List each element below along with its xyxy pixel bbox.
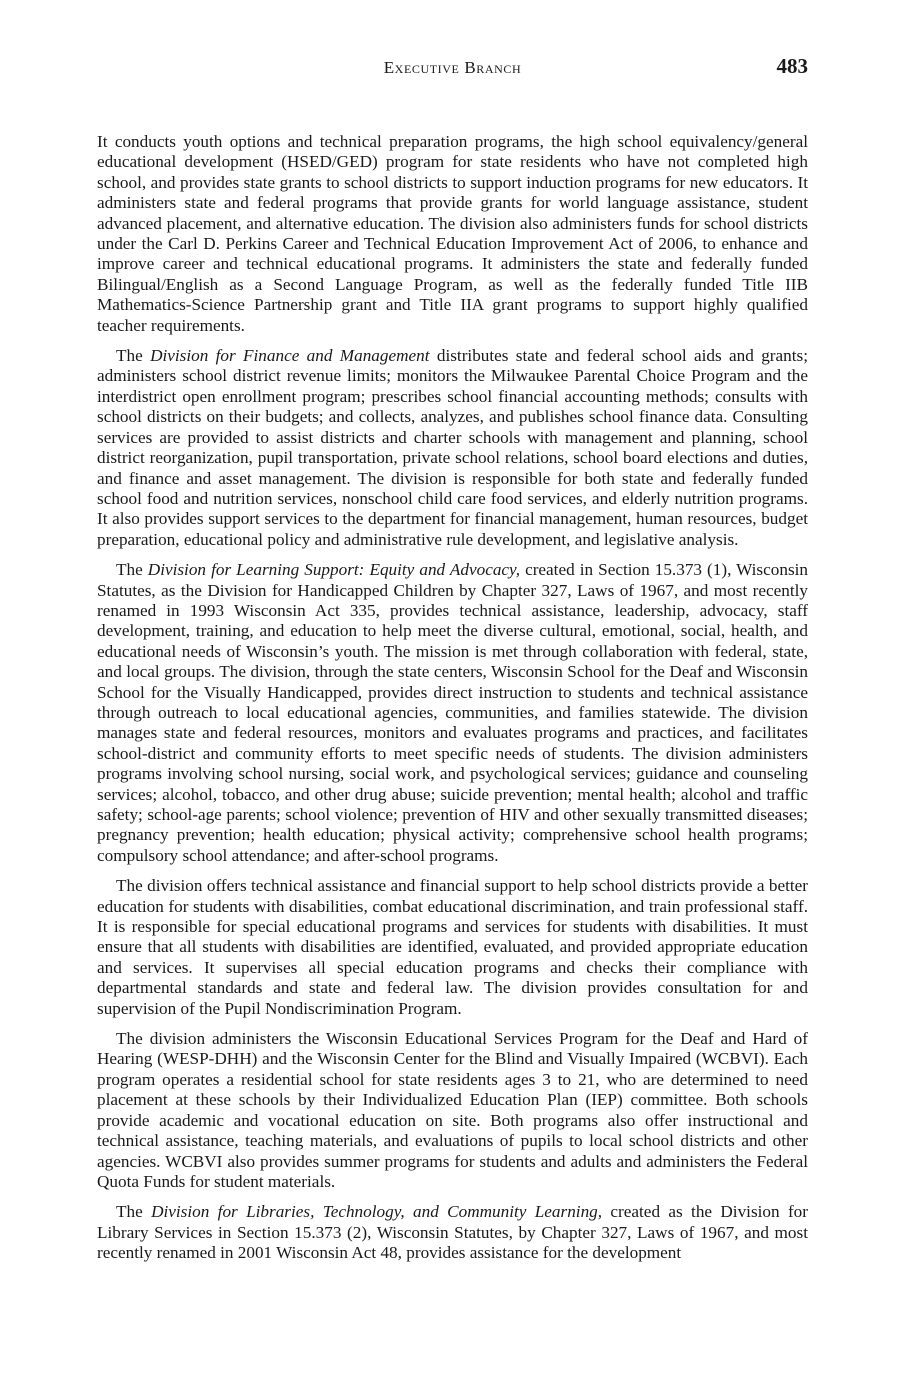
- page-number: 483: [776, 54, 808, 78]
- paragraph-disabilities: The division offers technical assistance and financial support to help school districts provide a better education for students with disabilities, combat educational discrimination, and train professional staff. It is responsible for special educational programs and services for students with disabilities. It must ensure that all students with disabilities are identified, evaluated, and provided appropriate education and services. It supervises all special education programs and checks their compliance with departmental standards and state and federal law. The division provides consultation for and supervision of the Pupil Nondiscrimination Program.: [97, 876, 808, 1018]
- paragraph-learning-support: The Division for Learning Support: Equity and Advocacy, created in Section 15.373 (1), Wisconsin Statutes, as the Division for Handicapped Children by Chapter 327, Laws of 1967, and most recently renamed in 1993 Wisconsin Act 335, provides technical assistance, leadership, advocacy, staff development, training, and education to help meet the diverse cultural, emotional, social, health, and educational needs of Wisconsin’s youth. The mission is met through collaboration with federal, state, and local groups. The division, through the state centers, Wisconsin School for the Deaf and Wisconsin School for the Visually Handicapped, provides direct instruction to students and technical assistance through outreach to local educational agencies, communities, and families statewide. The division manages state and federal resources, monitors and evaluates programs and practices, and facilitates school-district and community efforts to meet specific needs of students. The division administers programs involving school nursing, social work, and psychological services; guidance and counseling services; alcohol, tobacco, and other drug abuse; suicide prevention; mental health; alcohol and traffic safety; school-age parents; school violence; prevention of HIV and other sexually transmitted diseases; pregnancy prevention; health education; physical activity; comprehensive school health programs; compulsory school attendance; and after-school programs.: [97, 560, 808, 865]
- running-head: Executive Branch: [383, 58, 522, 77]
- paragraph-libraries: The Division for Libraries, Technology, and Community Learning, created as the Division for Library Services in Section 15.373 (2), Wisconsin Statutes, by Chapter 327, Laws of 1967, and most recently renamed in 2001 Wisconsin Act 48, provides assistance for the development: [97, 1202, 808, 1263]
- division-name: Division for Finance and Management: [150, 346, 430, 366]
- paragraph-deaf-blind-programs: The division administers the Wisconsin Educational Services Program for the Deaf and Hard of Hearing (WESP-DHH) and the Wisconsin Center for the Blind and Visually Impaired (WCBVI). Each program operates a residential school for state residents ages 3 to 21, who are determined to need placement at these schools by their Individualized Education Plan (IEP) committee. Both schools provide academic and vocational education on site. Both programs also offer instructional and technical assistance, teaching materials, and evaluations of pupils to local school districts and other agencies. WCBVI also provides summer programs for students and adults and administers the Federal Quota Funds for student materials.: [97, 1029, 808, 1191]
- body-text: [97, 132, 808, 1274]
- paragraph-youth-options: It conducts youth options and technical preparation programs, the high school equivalency/general educational development (HSED/GED) program for state residents who have not completed high school, and provides state grants to school districts to support induction programs for new educators. It administers state and federal programs that provide grants for world language assistance, student advanced placement, and alternative education. The division also administers funds for school districts under the Carl D. Perkins Career and Technical Education Improvement Act of 2006, to enhance and improve career and technical educational programs. It administers the state and federally funded Bilingual/English as a Second Language Program, as well as the federally funded Title IIB Mathematics-Science Partnership grant and Title IIA grant programs to support highly qualified teacher requirements.: [97, 132, 808, 335]
- division-name: Division for Libraries, Technology, and Community Learning,: [151, 1202, 603, 1222]
- division-name: Division for Learning Support: Equity and Advocacy,: [147, 560, 521, 580]
- page-header: [97, 54, 808, 84]
- paragraph-finance-management: The Division for Finance and Management distributes state and federal school aids and grants; administers school district revenue limits; monitors the Milwaukee Parental Choice Program and the interdistrict open enrollment program; prescribes school financial accounting methods; consults with school districts on their budgets; and collects, analyzes, and publishes school finance data. Consulting services are provided to assist districts and charter schools with management and planning, school district reorganization, pupil transportation, private school relations, school board elections and duties, and finance and asset management. The division is responsible for both state and federally funded school food and nutrition services, nonschool child care food services, and elderly nutrition programs. It also provides support services to the department for financial management, human resources, budget preparation, educational policy and administrative rule development, and legislative analysis.: [97, 346, 808, 549]
